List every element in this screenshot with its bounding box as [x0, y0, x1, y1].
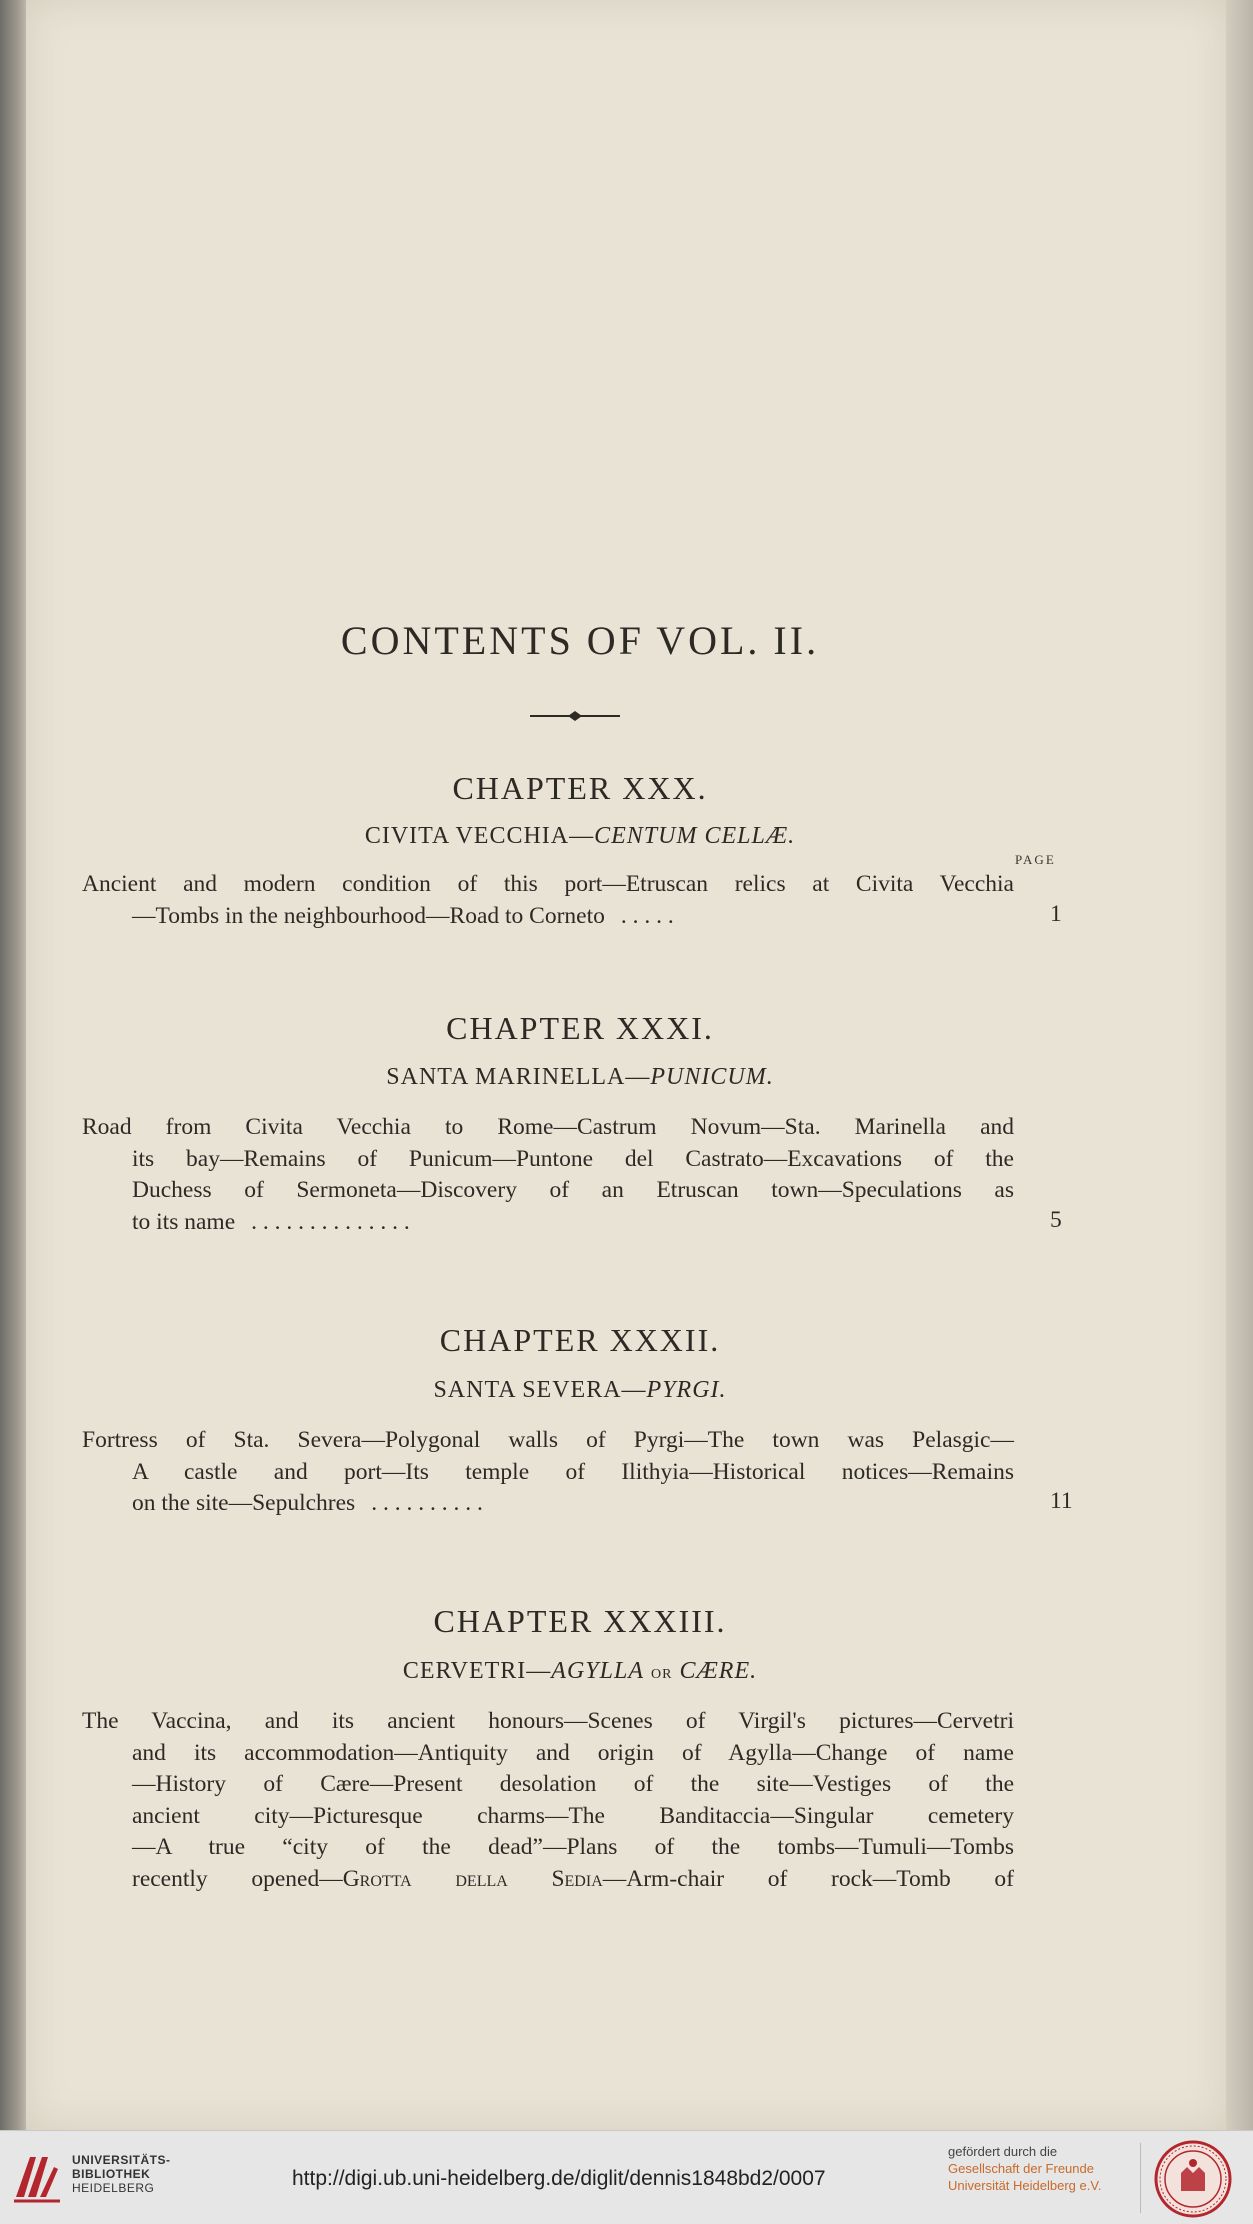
- chapter-subtitle-or: or: [650, 1661, 673, 1683]
- summary-line: and its accommodation—Antiquity and origin of Agylla—Change of name: [132, 1739, 1014, 1766]
- library-name-line: UNIVERSITÄTS-: [72, 2153, 171, 2167]
- footer-bar: [0, 2130, 1253, 2224]
- page-title: CONTENTS OF VOL. II.: [340, 618, 820, 663]
- page-edge: [1226, 0, 1253, 2130]
- summary-line: —A true “city of the dead”—Plans of the tombs—Tumuli—Tombs: [132, 1834, 1014, 1860]
- chapter-subtitle-ancient: PYRGI.: [646, 1377, 727, 1403]
- chapter-heading: CHAPTER XXXI.: [446, 1010, 714, 1046]
- university-library-logo-icon: [10, 2147, 64, 2207]
- library-name-line: HEIDELBERG: [72, 2181, 155, 2195]
- university-seal-icon: [1153, 2139, 1233, 2219]
- leader-dots: . . . . . . . . . . . . . .: [251, 1208, 410, 1235]
- summary-line-text: —Arm-chair of rock—Tomb of: [602, 1865, 1014, 1892]
- chapter-summary: [82, 1112, 1014, 1238]
- summary-line: Fortress of Sta. Severa—Polygonal walls of Pyrgi—The town was Pelasgic—: [82, 1427, 1014, 1453]
- chapter-summary: [82, 1706, 1014, 1895]
- library-name: [72, 2153, 171, 2195]
- summary-line: [82, 901, 1014, 933]
- summary-line: —History of Cære—Present desolation of the site—Vestiges of the: [132, 1771, 1014, 1797]
- chapter-subtitle: [0, 1064, 1160, 1091]
- summary-line: The Vaccina, and its ancient honours—Scenes of Virgil's pictures—Cervetri: [82, 1708, 1014, 1734]
- footer-divider: [1140, 2143, 1141, 2213]
- sponsor-name: Gesellschaft der Freunde: [948, 2161, 1094, 2176]
- chapter-heading: CHAPTER XXX.: [452, 770, 708, 806]
- page-number: 5: [1050, 1207, 1062, 1233]
- page-number: 1: [1050, 901, 1062, 927]
- chapter-subtitle-modern: SANTA MARINELLA—: [386, 1064, 651, 1090]
- leader-dots: . . . . . . . . . .: [371, 1490, 483, 1516]
- chapter-subtitle-modern: CIVITA VECCHIA—: [364, 823, 595, 849]
- summary-line-text: to its name: [132, 1208, 236, 1235]
- chapter-subtitle-ancient: CENTUM CELLÆ.: [594, 823, 796, 849]
- chapter-subtitle: [0, 1377, 1160, 1404]
- summary-line: Road from Civita Vecchia to Rome—Castrum Novum—Sta. Marinella and: [82, 1114, 1014, 1140]
- summary-line-smallcaps: Grotta della Sedia: [342, 1865, 603, 1892]
- chapter-heading: CHAPTER XXXII.: [439, 1322, 721, 1358]
- permalink-url[interactable]: http://digi.ub.uni-heidelberg.de/diglit/dennis1848bd2/0007: [292, 2167, 826, 2190]
- summary-line-text: on the site—Sepulchres: [132, 1490, 356, 1516]
- chapter-subtitle-modern: CERVETRI—: [402, 1658, 552, 1684]
- chapter-summary: [82, 1425, 1014, 1520]
- summary-line: A castle and port—Its temple of Ilithyia—Historical notices—Remains: [132, 1458, 1014, 1485]
- summary-line: [82, 1864, 1014, 1896]
- chapter-subtitle-ancient: AGYLLA: [551, 1658, 644, 1684]
- sponsor-name: Universität Heidelberg e.V.: [948, 2178, 1102, 2193]
- chapter-subtitle-modern: SANTA SEVERA—: [433, 1377, 647, 1403]
- leader-dots: . . . . .: [620, 902, 674, 929]
- chapter-subtitle-ancient: PUNICUM.: [650, 1064, 774, 1090]
- summary-line: [82, 1207, 1014, 1239]
- chapter-subtitle-ancient-alt: CÆRE.: [679, 1658, 758, 1684]
- library-name-line: BIBLIOTHEK: [72, 2167, 151, 2181]
- ornament-divider: [530, 710, 620, 722]
- chapter-heading: CHAPTER XXXIII.: [433, 1603, 727, 1639]
- chapter-subtitle: [0, 1658, 1160, 1685]
- page-column-label: PAGE: [1015, 852, 1056, 867]
- summary-line: Ancient and modern condition of this port—Etruscan relics at Civita Vecchia: [82, 871, 1014, 897]
- summary-line: its bay—Remains of Punicum—Puntone del Castrato—Excavations of the: [132, 1145, 1014, 1172]
- chapter-subtitle: [0, 823, 1160, 850]
- sponsor-intro: gefördert durch die: [948, 2144, 1058, 2159]
- summary-line: Duchess of Sermoneta—Discovery of an Etruscan town—Speculations as: [132, 1177, 1014, 1203]
- sponsor-credit: [948, 2143, 1101, 2194]
- summary-line-text: recently opened—: [132, 1865, 343, 1892]
- page-number: 11: [1050, 1488, 1073, 1514]
- summary-line: ancient city—Picturesque charms—The Banditaccia—Singular cemetery: [132, 1802, 1014, 1829]
- summary-line: [82, 1488, 1014, 1520]
- summary-line-text: —Tombs in the neighbourhood—Road to Corneto: [132, 902, 605, 929]
- chapter-summary: [82, 869, 1014, 932]
